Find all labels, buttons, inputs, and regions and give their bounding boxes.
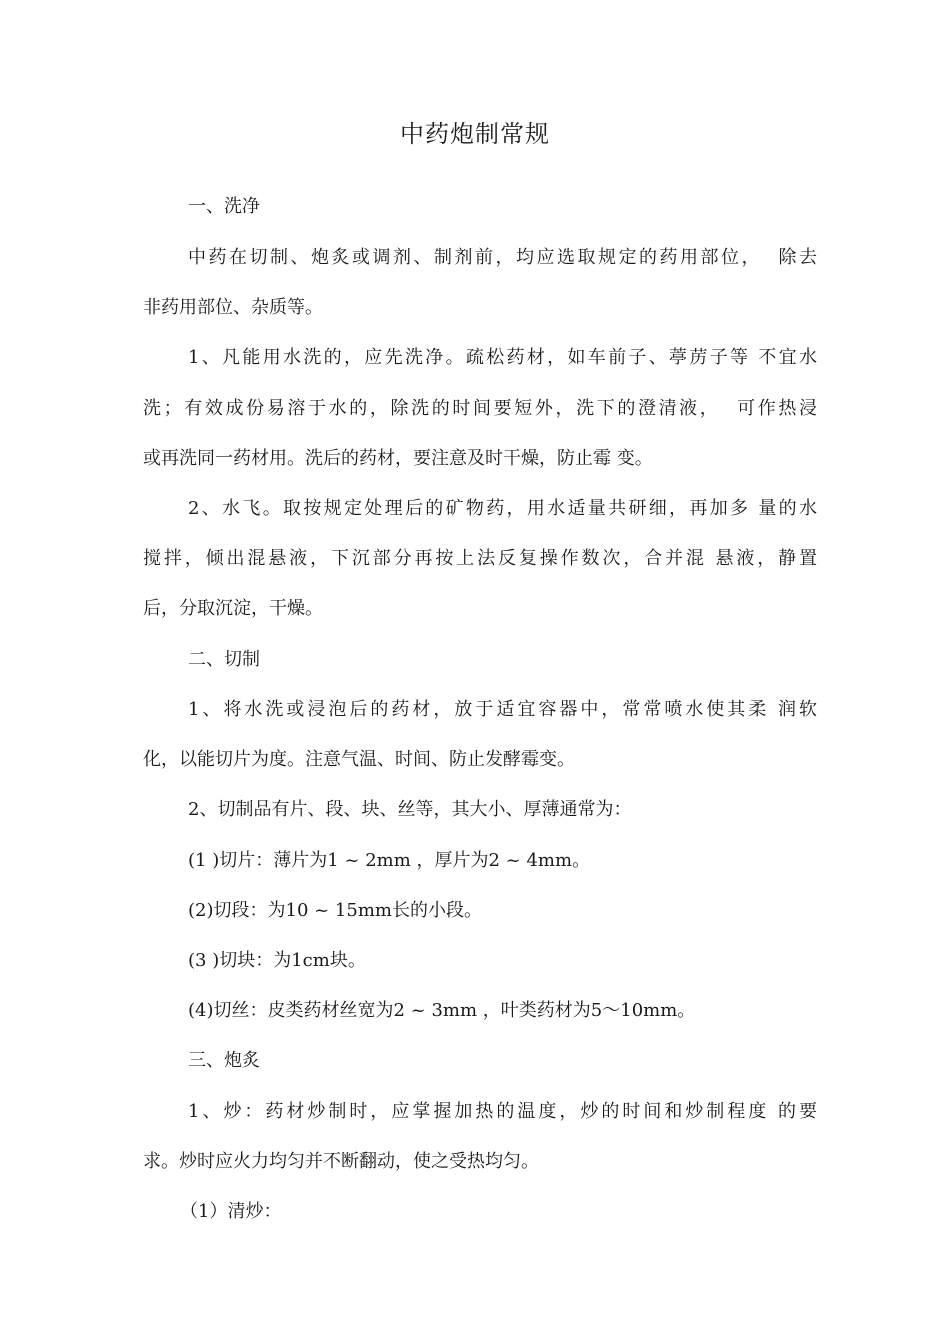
list-item: (2)切段：为10 ~ 15mm长的小段。 [188, 900, 482, 921]
paragraph-line: 2、水飞。取按规定处理后的矿物药，用水适量共研细，再加多 量的水 [188, 498, 817, 519]
paragraph-line: 求。炒时应火力均匀并不断翻动，使之受热均匀。 [143, 1151, 539, 1172]
list-item: (4)切丝：皮类药材丝宽为2 ~ 3mm ，叶类药材为5〜10mm。 [188, 1000, 696, 1021]
paragraph-line: 化，以能切片为度。注意气温、时间、防止发酵霉变。 [143, 749, 575, 770]
section-heading-wash: 一、洗净 [188, 196, 260, 217]
paragraph-line: 或再洗同一药材用。洗后的药材，要注意及时干燥，防止霉 变。 [143, 448, 653, 469]
list-item: (3 )切块：为1cm块。 [188, 950, 366, 971]
paragraph-line: 1、将水洗或浸泡后的药材，放于适宜容器中，常常喷水使其柔 润软 [188, 699, 817, 720]
paragraph-line: 2、切制品有片、段、块、丝等，其大小、厚薄通常为： [188, 799, 632, 820]
paragraph-line: 中药在切制、炮炙或调剂、制剂前，均应选取规定的药用部位， 除去 [188, 247, 817, 268]
paragraph-line: 洗；有效成份易溶于水的，除洗的时间要短外，洗下的澄清液， 可作热浸 [143, 398, 817, 419]
paragraph-line: 1、凡能用水洗的，应先洗净。疏松药材，如车前子、葶苈子等 不宜水 [188, 347, 817, 368]
sub-heading: （1）清炒： [180, 1201, 282, 1222]
paragraph-line: 1、炒：药材炒制时，应掌握加热的温度，炒的时间和炒制程度 的要 [188, 1101, 817, 1122]
document-title: 中药炮制常规 [400, 120, 550, 148]
section-heading-cut: 二、切制 [188, 649, 260, 670]
paragraph-line: 非药用部位、杂质等。 [143, 297, 323, 318]
paragraph-line: 后，分取沉淀，干燥。 [143, 598, 323, 619]
section-heading-process: 三、炮炙 [188, 1050, 260, 1071]
paragraph-line: 搅拌，倾出混悬液，下沉部分再按上法反复操作数次，合并混 悬液，静置 [143, 548, 817, 569]
list-item: (1 )切片：薄片为1 ~ 2mm ，厚片为2 ~ 4mm。 [188, 850, 591, 871]
